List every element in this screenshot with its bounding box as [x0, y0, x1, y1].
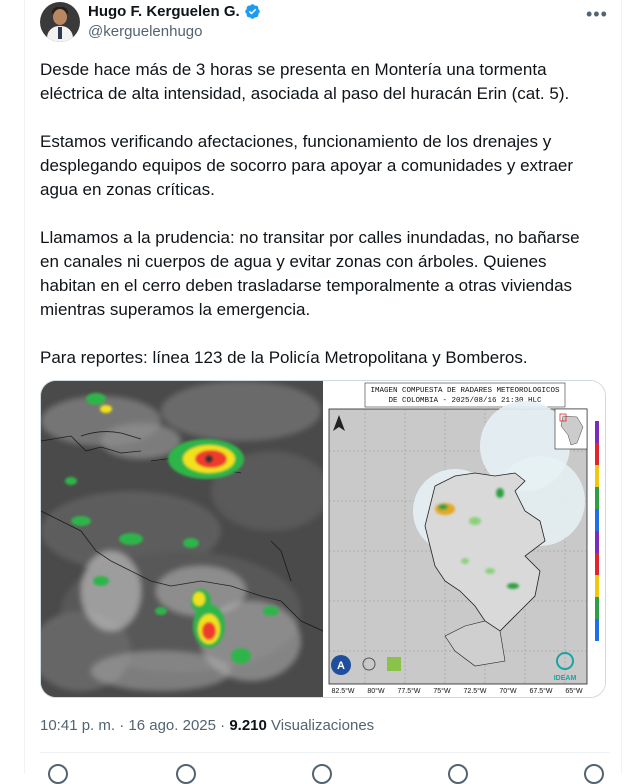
tweet-line: Estamos verificando afectaciones, funcionamiento de los drenajes y — [40, 132, 552, 151]
radar-title-line1: IMAGEN COMPUESTA DE RADARES METEOROLOGICOS — [370, 387, 560, 395]
satellite-image[interactable] — [41, 381, 323, 697]
radar-x-tick: 67.5°W — [529, 688, 553, 695]
partner-logo-icon — [387, 657, 401, 671]
tweet-date[interactable]: 16 ago. 2025 — [128, 717, 216, 734]
like-icon[interactable] — [312, 764, 332, 784]
author-handle[interactable]: @kerguelenhugo — [88, 23, 203, 40]
tweet-line: Desde hace más de 3 horas se presenta en Montería una tormenta — [40, 60, 547, 79]
avatar[interactable] — [40, 2, 80, 42]
tweet-line: agua en zonas críticas. — [40, 180, 215, 199]
retweet-icon[interactable] — [176, 764, 196, 784]
ideam-logo-text: IDEAM — [553, 675, 577, 682]
views-label: Visualizaciones — [271, 717, 375, 734]
share-icon[interactable] — [584, 764, 604, 784]
radar-x-tick: 82.5°W — [331, 688, 355, 695]
radar-x-tick: 80°W — [367, 688, 385, 695]
radar-x-tick: 75°W — [433, 688, 451, 695]
meta-separator: · — [115, 717, 129, 734]
radar-x-tick: 72.5°W — [463, 688, 487, 695]
more-horizontal-icon[interactable]: ••• — [586, 4, 608, 24]
action-bar — [40, 764, 610, 784]
radar-title-line2: DE COLOMBIA - 2025/08/16 21:30 HLC — [388, 397, 542, 405]
radar-image-graphic — [325, 381, 606, 697]
avatar-face — [53, 9, 67, 25]
tweet-line: desplegando equipos de socorro para apoyar a comunidades y extraer — [40, 156, 574, 175]
radar-colorbar — [595, 421, 599, 641]
author-name[interactable]: Hugo F. Kerguelen G. — [88, 3, 240, 20]
reply-icon[interactable] — [48, 764, 68, 784]
media-grid — [40, 380, 606, 698]
tweet-line: en canales ni cuerpos de agua y evitar zonas con árboles. Quienes — [40, 252, 547, 271]
agency-logo-letter: A — [337, 660, 345, 672]
author-name-row[interactable] — [88, 3, 261, 20]
satellite-image-graphic — [41, 381, 323, 697]
avatar-tie — [58, 27, 62, 39]
radar-x-tick: 70°W — [499, 688, 517, 695]
radar-image[interactable] — [323, 381, 606, 697]
tweet-line: mientras superamos la emergencia. — [40, 300, 311, 319]
views-count: 9.210 — [229, 717, 267, 734]
tweet-line: Llamamos a la prudencia: no transitar por calles inundadas, no bañarse — [40, 228, 580, 247]
radar-x-tick: 77.5°W — [397, 688, 421, 695]
tweet-line: habitan en el cerro deben trasladarse temporalmente a otras viviendas — [40, 276, 573, 295]
tweet-line: Para reportes: línea 123 de la Policía Metropolitana y Bomberos. — [40, 348, 528, 367]
views-icon[interactable] — [448, 764, 468, 784]
meta-separator: · — [215, 717, 230, 734]
tweet-paragraph-2 — [40, 130, 610, 202]
tweet-text — [40, 58, 610, 394]
divider — [40, 752, 610, 753]
tweet-time[interactable]: 10:41 p. m. — [40, 717, 116, 734]
tweet-line: eléctrica de alta intensidad, asociada al paso del huracán Erin (cat. 5). — [40, 84, 570, 103]
radar-x-tick: 65°W — [565, 688, 583, 695]
tweet-paragraph-4 — [40, 346, 610, 370]
tweet-paragraph-1 — [40, 58, 610, 106]
verified-badge-icon — [244, 3, 261, 20]
tweet-paragraph-3 — [40, 226, 610, 322]
tweet-meta — [40, 717, 374, 734]
